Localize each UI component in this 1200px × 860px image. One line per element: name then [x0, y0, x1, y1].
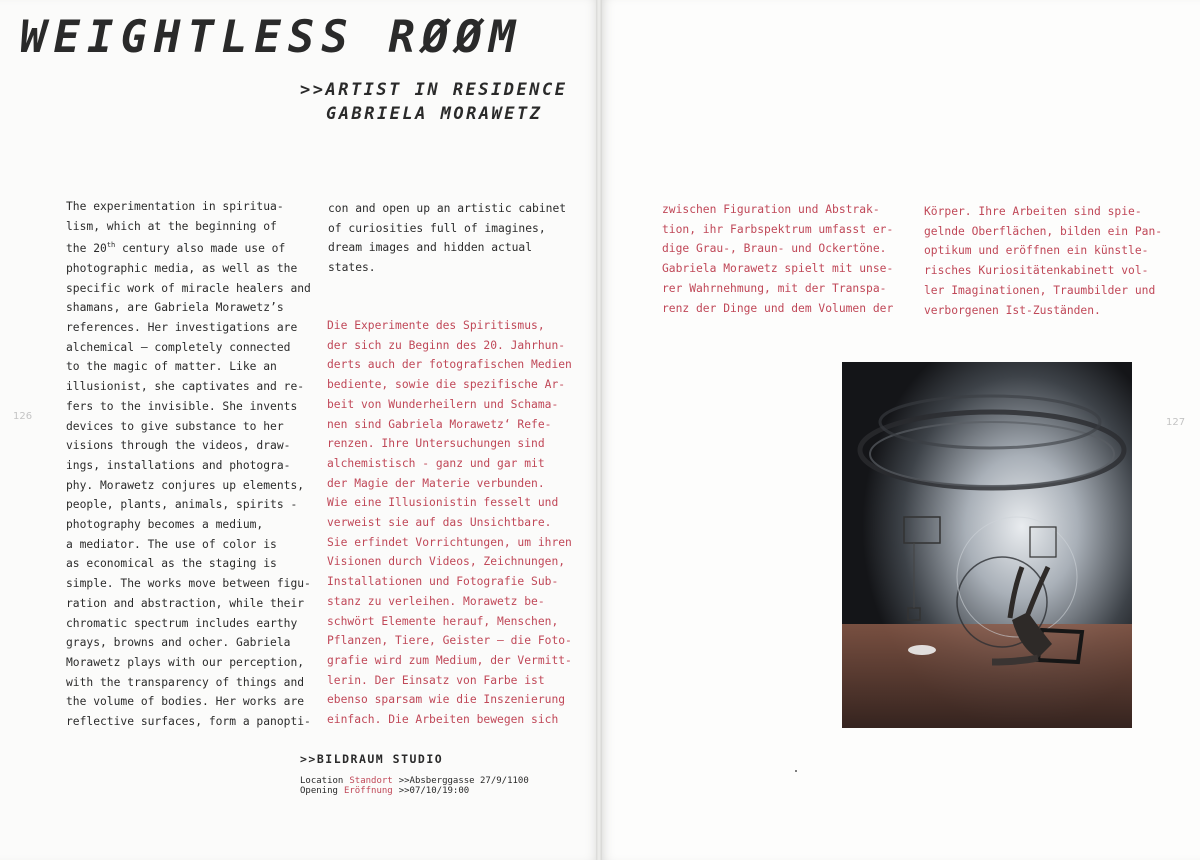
page-number-left: 126	[13, 411, 33, 422]
text-line: schwört Elemente herauf, Menschen,	[327, 614, 559, 628]
text-line: grafie wird zum Medium, der Vermitt-	[327, 653, 572, 667]
text-line: phy. Morawetz conjures up elements,	[66, 478, 305, 492]
opening-line	[300, 786, 475, 797]
text-line: Pflanzen, Tiere, Geister – die Foto-	[327, 634, 572, 648]
text-line: ration and abstraction, while their	[66, 596, 305, 610]
text-line: tion, ihr Farbspektrum umfasst er-	[662, 222, 894, 236]
opening-value: >>07/10/19:00	[398, 786, 470, 796]
text-line: zwischen Figuration und Abstrak-	[662, 203, 880, 216]
english-text-column-2	[328, 199, 566, 278]
text-line: with the transparency of things and	[66, 675, 305, 689]
location-value: >>Absberggasse 27/9/1100	[398, 776, 529, 786]
text-line: chromatic spectrum includes earthy	[66, 616, 298, 630]
page-number-right: 127	[1166, 417, 1186, 428]
text-line: renz der Dinge und dem Volumen der	[662, 301, 894, 315]
text-line: grays, browns and ocher. Gabriela	[66, 636, 291, 650]
text-line: optikum und eröffnen ein künstle-	[924, 244, 1149, 258]
book-spine	[596, 0, 602, 860]
text-line: states.	[328, 261, 376, 275]
studio-heading: >>BILDRAUM STUDIO	[300, 752, 444, 766]
english-text-column-1	[66, 197, 311, 732]
text-line: Die Experimente des Spiritismus,	[327, 319, 545, 332]
german-text-column-3	[924, 202, 1162, 320]
photo-illustration	[842, 362, 1132, 728]
text-line: the 20th century also made use of	[66, 241, 286, 256]
text-line: beit von Wunderheilern und Schama-	[327, 397, 559, 411]
text-line: the volume of bodies. Her works are	[66, 695, 305, 709]
text-line: con and open up an artistic cabinet	[328, 202, 567, 215]
text-line: Wie eine Illusionistin fesselt und	[327, 496, 559, 510]
text-line: simple. The works move between figu-	[66, 577, 311, 591]
text-line: rer Wahrnehmung, mit der Transpa-	[662, 281, 887, 295]
artwork-photograph	[842, 362, 1132, 728]
location-label-de: Standort	[349, 776, 393, 786]
text-line: specific work of miracle healers and	[66, 281, 311, 295]
page-title: WEIGHTLESS RØØM	[20, 12, 523, 63]
text-line: alchemical – completely connected	[66, 340, 291, 354]
text-line: verborgenen Ist-Zuständen.	[924, 303, 1101, 317]
text-line: illusionist, she captivates and re-	[66, 380, 305, 394]
text-line: lism, which at the beginning of	[66, 219, 277, 233]
text-line: verweist sie auf das Unsichtbare.	[327, 516, 552, 530]
text-line: ler Imaginationen, Traumbilder und	[924, 283, 1156, 297]
opening-label-de: Eröffnung	[343, 786, 393, 796]
text-line: devices to give substance to her	[66, 419, 284, 433]
text-line: Morawetz plays with our perception,	[66, 655, 305, 669]
text-line: of curiosities full of imagines,	[328, 221, 546, 235]
text-line: ebenso sparsam wie die Inszenierung	[327, 693, 566, 707]
text-line: einfach. Die Arbeiten bewegen sich	[327, 713, 559, 727]
subtitle	[300, 78, 590, 126]
text-line: reflective surfaces, form a panopti-	[66, 715, 311, 729]
opening-label: Opening	[300, 786, 338, 796]
text-line: photography becomes a medium,	[66, 518, 264, 532]
text-line: der sich zu Beginn des 20. Jahrhun-	[327, 338, 566, 352]
text-line: Sie erfindet Vorrichtungen, um ihren	[327, 535, 572, 549]
text-line: alchemistisch - ganz und gar mit	[327, 456, 545, 470]
text-line: references. Her investigations are	[66, 320, 298, 334]
german-text-column-2	[662, 200, 893, 318]
text-line: der Magie der Materie verbunden.	[327, 476, 545, 490]
text-line: lerin. Der Einsatz von Farbe ist	[327, 673, 545, 687]
text-line: renzen. Ihre Untersuchungen sind	[327, 437, 545, 451]
text-line: bediente, sowie die spezifische Ar-	[327, 378, 566, 392]
speck	[795, 770, 797, 772]
text-line: nen sind Gabriela Morawetz‘ Refe-	[327, 417, 552, 431]
text-line: visions through the videos, draw-	[66, 439, 291, 453]
german-text-column-1	[327, 316, 572, 730]
text-line: Körper. Ihre Arbeiten sind spie-	[924, 205, 1142, 218]
text-line: stanz zu verleihen. Morawetz be-	[327, 594, 545, 608]
location-label: Location	[300, 776, 344, 786]
text-line: Installationen und Fotografie Sub-	[327, 575, 559, 589]
text-line: fers to the invisible. She invents	[66, 399, 298, 413]
text-line: Gabriela Morawetz spielt mit unse-	[662, 262, 894, 276]
text-line: shamans, are Gabriela Morawetz’s	[66, 301, 284, 315]
text-line: risches Kuriositätenkabinett vol-	[924, 264, 1149, 278]
text-line: a mediator. The use of color is	[66, 537, 277, 551]
subtitle-line: >>ARTIST IN RESIDENCE	[300, 80, 568, 100]
text-line: The experimentation in spiritua-	[66, 200, 284, 213]
text-line: dige Grau-, Braun- und Ockertöne.	[662, 242, 887, 256]
text-line: photographic media, as well as the	[66, 261, 298, 275]
text-line: derts auch der fotografischen Medien	[327, 358, 572, 372]
text-line: Visionen durch Videos, Zeichnungen,	[327, 555, 566, 569]
text-line: people, plants, animals, spirits -	[66, 498, 298, 512]
text-line: to the magic of matter. Like an	[66, 360, 277, 374]
text-line: gelnde Oberflächen, bilden ein Pan-	[924, 224, 1163, 238]
text-line: ings, installations and photogra-	[66, 458, 291, 472]
subtitle-line: GABRIELA MORAWETZ	[326, 104, 543, 124]
text-line: as economical as the staging is	[66, 557, 277, 571]
text-line: dream images and hidden actual	[328, 241, 533, 255]
